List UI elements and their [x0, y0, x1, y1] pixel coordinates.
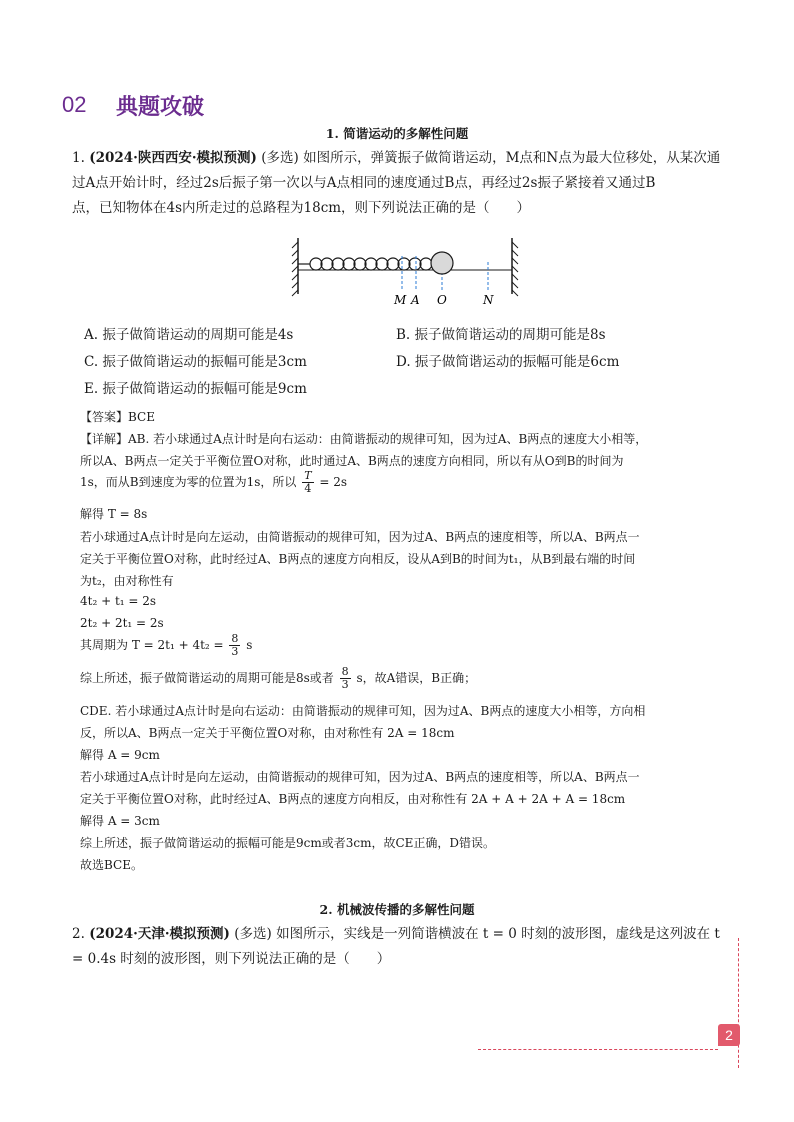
question-type: (多选) — [261, 150, 299, 166]
label-n: N — [483, 293, 494, 307]
solution-line-3 — [80, 470, 347, 495]
fraction-denominator: 4 — [304, 482, 312, 495]
solution-line-11-a: 综上所述，振子做简谐运动的周期可能是8s或者 — [80, 671, 334, 685]
label-o: O — [437, 293, 447, 307]
page-frame-vertical — [738, 938, 739, 1068]
solution-line-10-b: s — [246, 638, 253, 652]
fraction-t-over-4 — [302, 470, 313, 495]
question-type: (多选) — [234, 926, 272, 942]
question-2 — [72, 922, 744, 972]
section-number: 02 — [62, 92, 87, 117]
solution-line-15: 若小球通过A点计时是向左运动，由简谐振动的规律可知，因为过A、B两点的速度相等，所以A、B两点一 — [80, 770, 640, 784]
solution-line-11 — [80, 666, 476, 691]
spring — [298, 258, 432, 270]
solution-line-6: 定关于平衡位置O对称，此时经过A、B两点的速度方向相反，设从A到B的时间为t₁，从B到最右端的时间 — [80, 552, 636, 566]
solution-line-3-a: 1s，而从B到速度为零的位置为1s，所以 — [80, 475, 297, 489]
question-1-line-3: 点，已知物体在4s内所走过的总路程为18cm，则下列说法正确的是（ ） — [72, 200, 531, 216]
option-d: D. 振子做简谐运动的振幅可能是6cm — [396, 354, 620, 370]
question-2-line-1 — [72, 922, 744, 947]
solution-line-14: 解得 A = 9cm — [80, 748, 160, 762]
question-1 — [72, 146, 744, 221]
solution-line-7: 为t₂，由对称性有 — [80, 574, 174, 588]
solution-line-3-b: = 2s — [319, 475, 348, 489]
solution-line-9: 2t₂ + 2t₁ = 2s — [80, 616, 164, 630]
fraction-denominator: 3 — [341, 678, 349, 691]
solution-line-10-a: 其周期为 T = 2t₁ + 4t₂ = — [80, 638, 224, 652]
fraction-8-over-3 — [229, 633, 240, 658]
part1-title: 1. 简谐运动的多解性问题 — [325, 126, 469, 141]
option-c: C. 振子做简谐运动的振幅可能是3cm — [84, 354, 307, 370]
solution-line-19: 故选BCE。 — [80, 858, 143, 872]
question-source: (2024·天津·模拟预测) — [89, 926, 230, 942]
solution-line-18: 综上所述，振子做简谐运动的振幅可能是9cm或者3cm，故CE正确，D错误。 — [80, 836, 496, 850]
right-wall-hatch — [512, 242, 518, 296]
section-title: 典题攻破 — [116, 95, 205, 120]
part2-title: 2. 机械波传播的多解性问题 — [319, 902, 475, 917]
solution-line-10 — [80, 633, 252, 658]
solution-line-16: 定关于平衡位置O对称，此时经过A、B两点的速度方向相反，由对称性有 2A + A + 2A + A = 18cm — [80, 792, 626, 806]
label-a: A — [411, 293, 420, 307]
solution-line-2: 所以A、B两点一定关于平衡位置O对称，此时通过A、B两点的速度方向相同，所以有从O到B的时间为 — [80, 454, 624, 468]
solution-line-12: CDE. 若小球通过A点计时是向右运动：由简谐振动的规律可知，因为过A、B两点的速度大小相等，方向相 — [80, 704, 646, 718]
spring-oscillator-figure — [290, 232, 530, 310]
question-1-line-2: 过A点开始计时，经过2s后振子第一次以与A点相同的速度通过B点，再经过2s振子紧接着又通过B — [72, 175, 656, 191]
fraction-denominator: 3 — [231, 645, 239, 658]
question-1-line-1 — [72, 146, 744, 171]
solution-line-17: 解得 A = 3cm — [80, 814, 160, 828]
fraction-numerator: T — [304, 469, 312, 482]
page-number: 2 — [718, 1024, 740, 1046]
question-number: 2. — [72, 926, 85, 942]
question-text: 如图所示，实线是一列简谐横波在 t = 0 时刻的波形图，虚线是这列波在 t — [276, 926, 720, 942]
fraction-numerator: 8 — [231, 632, 239, 645]
question-text: 如图所示，弹簧振子做简谐运动，M点和N点为最大位移处，从某次通 — [303, 150, 721, 166]
solution-line-13: 反，所以A、B两点一定关于平衡位置O对称，由对称性有 2A = 18cm — [80, 726, 455, 740]
solution-line-4: 解得 T = 8s — [80, 507, 148, 521]
question-source: (2024·陕西西安·模拟预测) — [89, 150, 257, 166]
solution-line-11-b: s，故A错误，B正确； — [356, 671, 477, 685]
page-frame-horizontal — [478, 1049, 718, 1050]
solution-line-8: 4t₂ + t₁ = 2s — [80, 594, 157, 608]
question-2-line-2: = 0.4s 时刻的波形图，则下列说法正确的是（ ） — [72, 951, 391, 967]
answer: 【答案】BCE — [80, 410, 155, 424]
fraction-numerator: 8 — [341, 665, 349, 678]
solution-line-1: 【详解】AB. 若小球通过A点计时是向右运动：由简谐振动的规律可知，因为过A、B两点的速度大小相等， — [80, 432, 648, 446]
option-a: A. 振子做简谐运动的周期可能是4s — [84, 327, 294, 343]
solution-line-5: 若小球通过A点计时是向左运动，由简谐振动的规律可知，因为过A、B两点的速度相等，所以A、B两点一 — [80, 530, 640, 544]
label-m: M — [394, 293, 407, 307]
fraction-8-over-3 — [340, 666, 351, 691]
option-e: E. 振子做简谐运动的振幅可能是9cm — [84, 381, 307, 397]
oscillator-ball — [431, 252, 453, 274]
left-wall-hatch — [292, 242, 298, 296]
question-number: 1. — [72, 150, 85, 166]
option-b: B. 振子做简谐运动的周期可能是8s — [396, 327, 606, 343]
